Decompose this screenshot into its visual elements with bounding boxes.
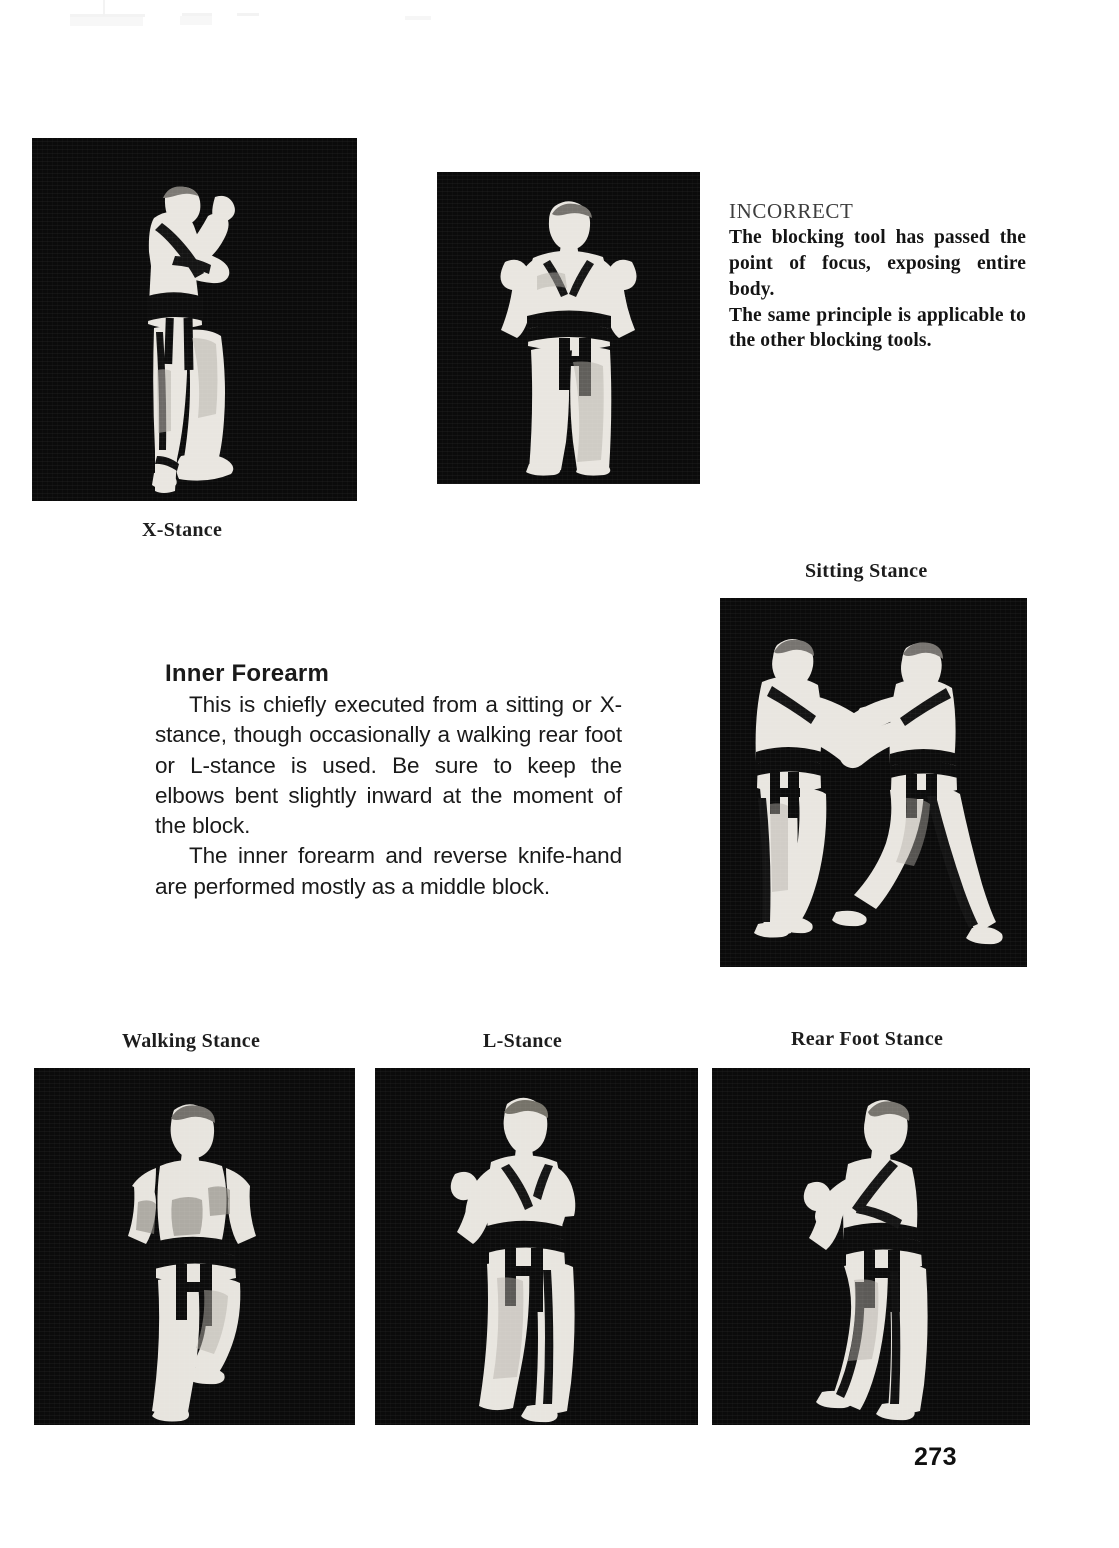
l-stance-photo	[375, 1068, 698, 1425]
article-paragraph-1: This is chiefly executed from a sitting or X-stance, though occasionally a walking rear foot or L-stance is used. Be sure to keep the elbows bent slightly inward at the moment of the block.	[155, 692, 622, 838]
scan-artifact	[70, 17, 143, 26]
incorrect-block-photo	[437, 172, 700, 484]
incorrect-note-heading: INCORRECT	[729, 199, 854, 223]
article-heading: Inner Forearm	[165, 660, 329, 687]
scan-artifact	[237, 13, 259, 16]
incorrect-note	[729, 199, 1026, 354]
scan-artifact	[405, 16, 431, 20]
scan-artifact	[103, 0, 105, 16]
page-number: 273	[914, 1443, 957, 1471]
caption-walking-stance: Walking Stance	[122, 1030, 261, 1052]
article-inner-forearm	[155, 660, 622, 902]
caption-x-stance: X-Stance	[142, 519, 223, 541]
x-stance-photo	[32, 138, 357, 501]
caption-rear-foot-stance: Rear Foot Stance	[791, 1028, 944, 1050]
caption-sitting-stance: Sitting Stance	[805, 560, 928, 582]
caption-l-stance: L-Stance	[483, 1030, 563, 1052]
scan-artifact	[180, 16, 212, 25]
sitting-stance-photo	[720, 598, 1027, 967]
walking-stance-photo	[34, 1068, 355, 1425]
incorrect-note-paragraph-2: The same principle is applicable to the other blocking tools.	[729, 304, 1026, 352]
article-paragraph-2: The inner forearm and reverse knife-hand are performed mostly as a middle block.	[155, 843, 622, 899]
rear-foot-stance-photo	[712, 1068, 1030, 1425]
incorrect-note-paragraph-1: The blocking tool has passed the point of focus, exposing entire body.	[729, 226, 1026, 300]
